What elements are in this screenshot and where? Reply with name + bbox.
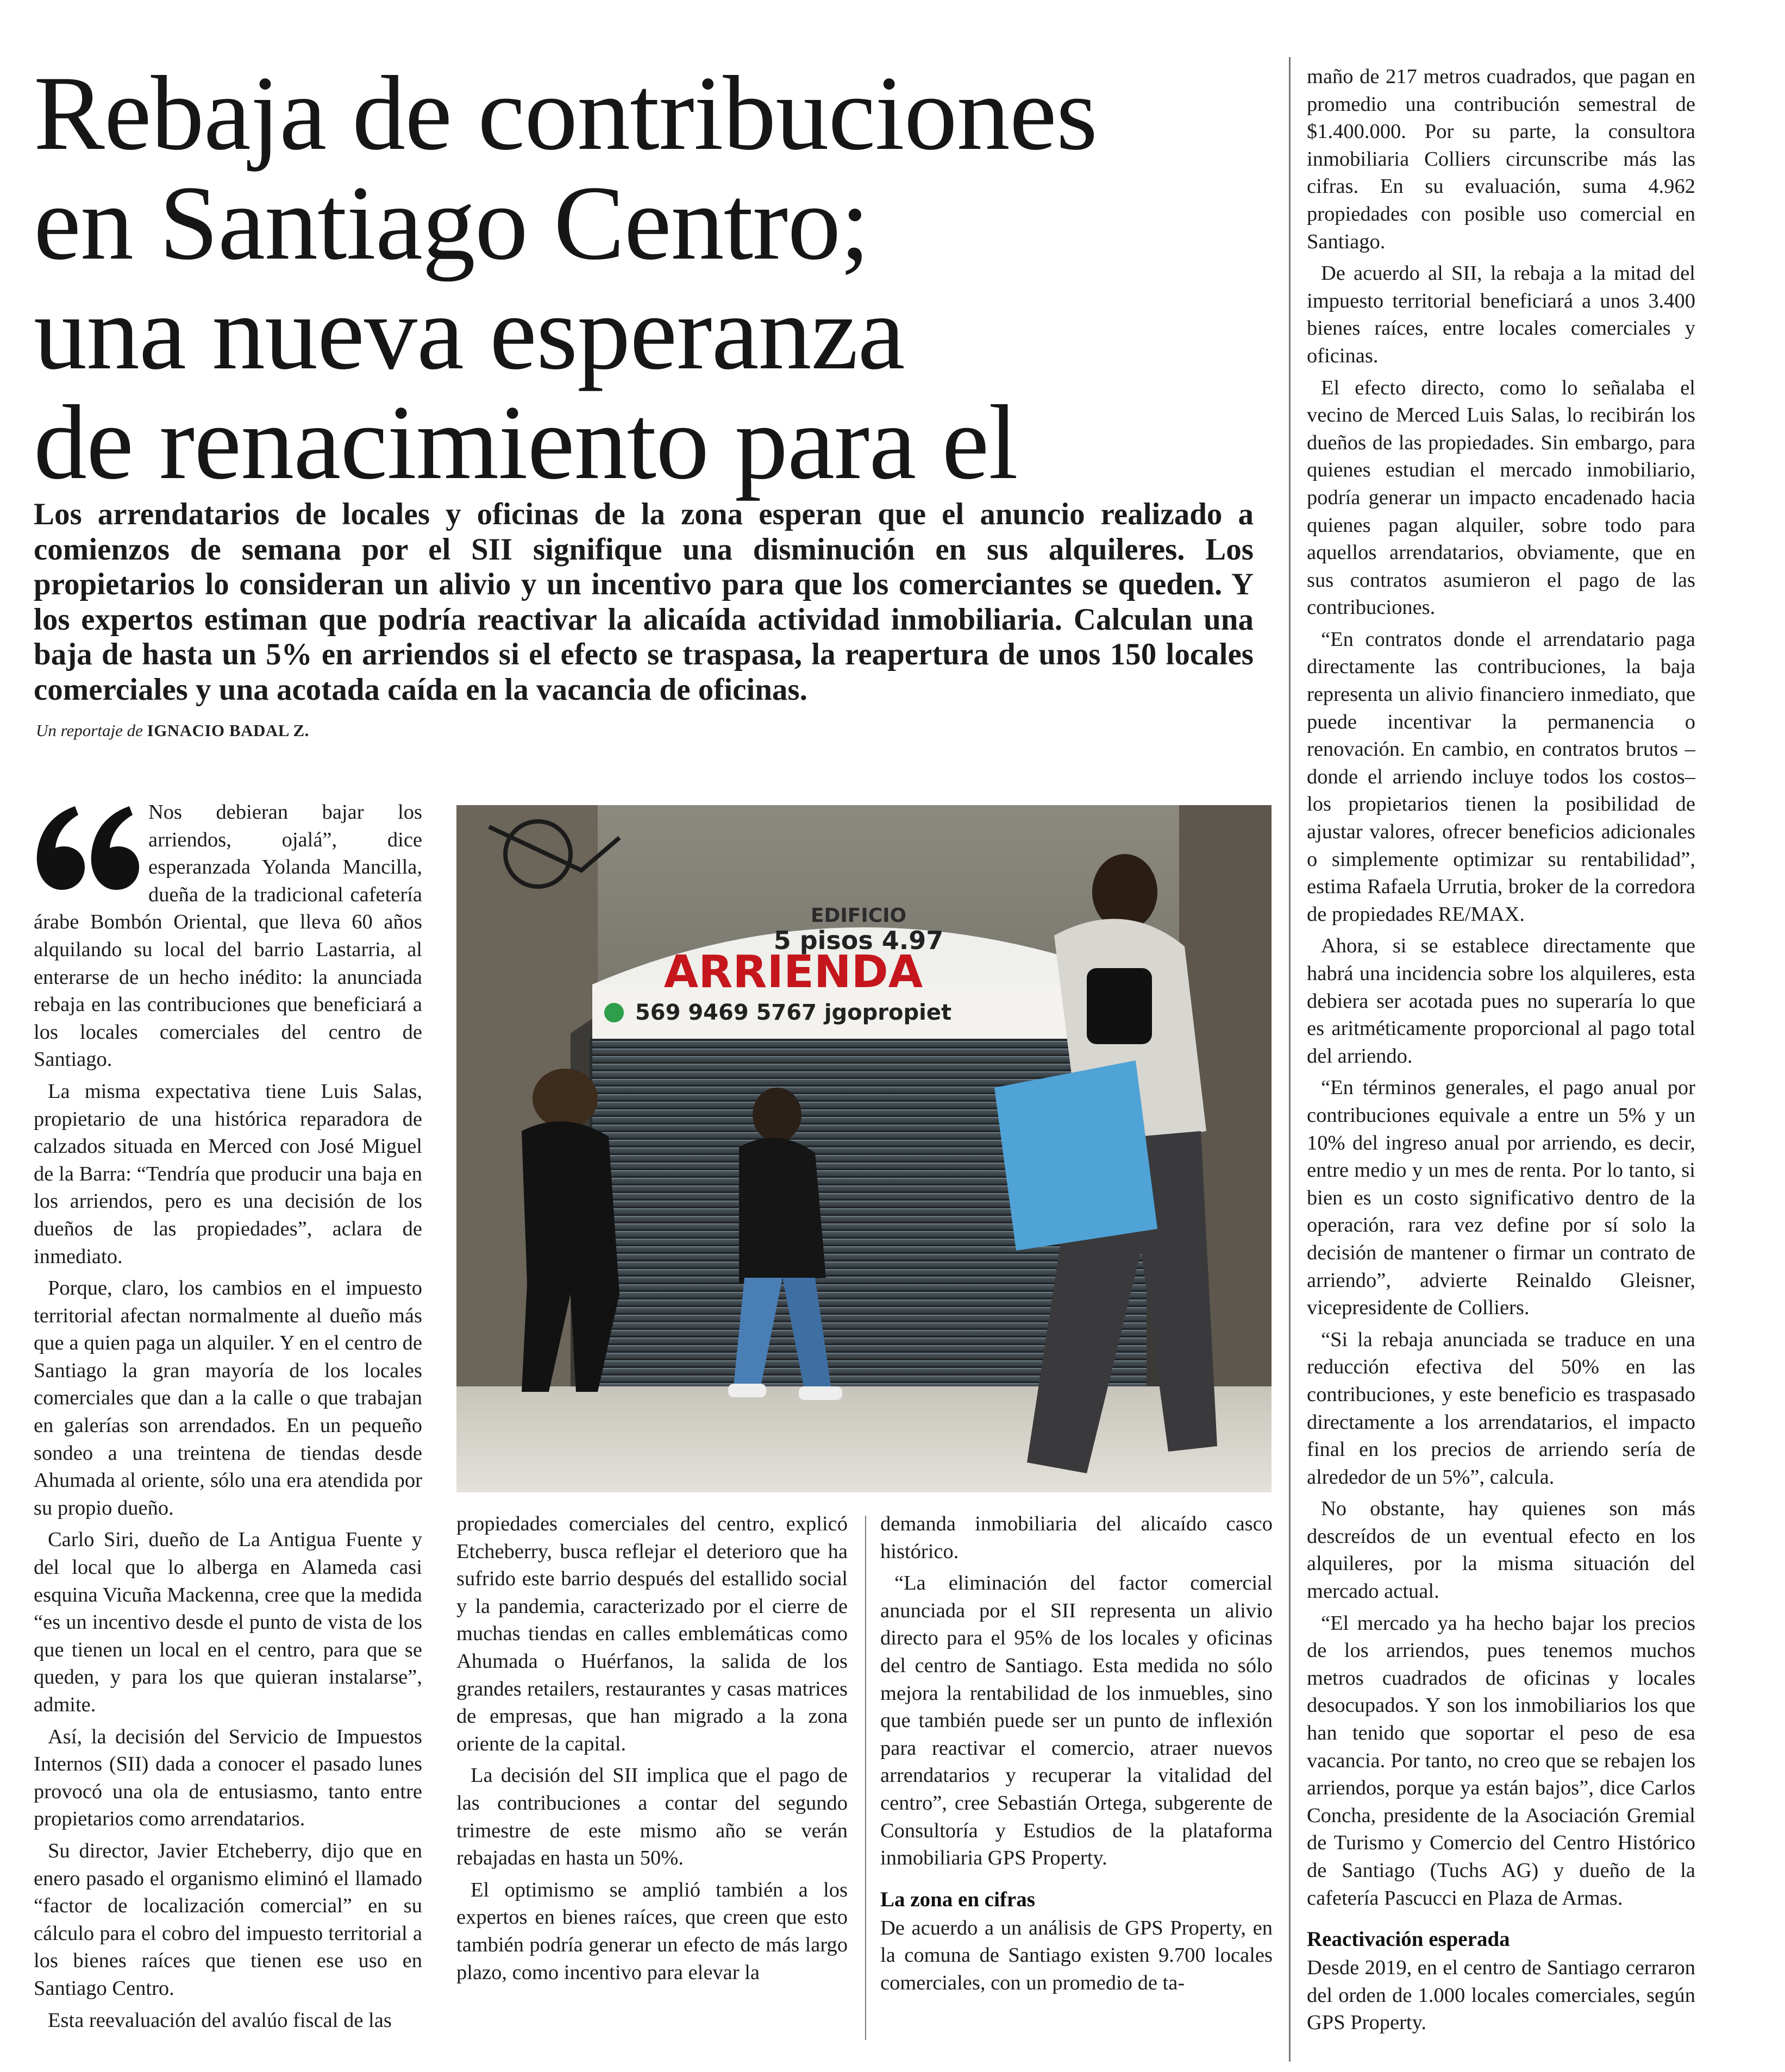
paragraph: El efecto directo, como lo señalaba el vecino de Merced Luis Salas, lo recibirán los dueños de las propiedades. Sin embargo, para quienes estudian el mercado inmobiliario, podría generar un impacto encadenado hacia quienes pagan alquiler, sobre todo para aquellos arrendatarios, obviamente, que en sus contratos asumieron el pago de las contribuciones. bbox=[1307, 376, 1695, 619]
headline-line: una nueva esperanza bbox=[34, 274, 905, 392]
byline-prefix: Un reportaje de bbox=[36, 721, 143, 740]
column-3 bbox=[880, 1510, 1273, 2048]
paragraph: Desde 2019, en el centro de Santiago cerraron del orden de 1.000 locales comerciales, según GPS Property. bbox=[1307, 1956, 1695, 2035]
paragraph: “La eliminación del factor comercial anunciada por el SII representa un alivio directo para el 95% de los locales y oficinas del centro de Santiago. Esta medida no sólo mejora la rentabilidad de los inmuebles, sino que también puede ser un punto de inflexión para reactivar el comercio, atraer nuevos arrendatarios y recuperar la vitalidad del centro”, cree Sebastián Ortega, subgerente de Consultoría y Estudios de la plataforma inmobiliaria GPS Property. bbox=[880, 1572, 1273, 1870]
subheading: La zona en cifras bbox=[880, 1887, 1035, 1911]
subheading: Reactivación esperada bbox=[1307, 1927, 1510, 1951]
paragraph: No obstante, hay quienes son más descreídos de un eventual efecto en los alquileres, por la misma situación del mercado actual. bbox=[1307, 1497, 1695, 1603]
column-1 bbox=[34, 799, 422, 2048]
paragraph: demanda inmobiliaria del alicaído casco histórico. bbox=[880, 1512, 1273, 1563]
lede: Los arrendatarios de locales y oficinas de la zona esperan que el anuncio realizado a comienzos de semana por el SII signifique una disminución en sus alquileres. Los propietarios lo consideran un alivio y un incentivo para que los comerciantes se queden. Y los expertos estiman que podría reactivar la alicaída actividad inmobiliaria. Calculan una baja de hasta un 5% en arriendos si el efecto se traspasa, la reapertura de unos 150 locales comerciales y una acotada caída en la vacancia de oficinas. bbox=[34, 497, 1254, 707]
sign-text: 569 9469 5767 jgopropiet bbox=[635, 1000, 952, 1025]
paragraph: Esta reevaluación del avalúo fiscal de las bbox=[48, 2008, 392, 2032]
paragraph: De acuerdo a un análisis de GPS Property, en la comuna de Santiago existen 9.700 locales comerciales, con un promedio de ta- bbox=[880, 1916, 1273, 1994]
paragraph: Ahora, si se establece directamente que habrá una incidencia sobre los alquileres, esta debiera ser acotada pues no superaría lo que es aritméticamente proporcional al pago total del arriendo. bbox=[1307, 934, 1695, 1068]
paragraph: De acuerdo al SII, la rebaja a la mitad del impuesto territorial beneficiará a unos 3.400 bienes raíces, entre locales comerciales y oficinas. bbox=[1307, 262, 1695, 367]
column-2 bbox=[456, 1510, 848, 2048]
headline bbox=[34, 54, 1262, 501]
paragraph: “En contratos donde el arrendatario paga directamente las contribuciones, la baja representa un alivio financiero inmediato, que puede incentivar la permanencia o renovación. En cambio, en contratos brutos –donde el arriendo incluye todos los costos– los propietarios tienen la posibilidad de ajustar valores, ofrecer beneficios adicionales o simplemente optimizar su rentabilidad”, estima Rafaela Urrutia, broker de la corredora de propiedades RE/MAX. bbox=[1307, 627, 1695, 926]
sign-text: 5 pisos 4.97 bbox=[773, 926, 944, 955]
paragraph: “Si la rebaja anunciada se traduce en una reducción efectiva del 50% en las contribuciones, y este beneficio es traspasado directamente a los arrendatarios, el impacto final en los precios de arriendo sería de alrededor de un 5%”, calcula. bbox=[1307, 1328, 1695, 1489]
paragraph: maño de 217 metros cuadrados, que pagan en promedio una contribución semestral de $1.400.000. Por su parte, la consultora inmobiliaria Colliers circunscribe más las cifras. En su evaluación, suma 4.962 propiedades con posible uso comercial en Santiago. bbox=[1307, 65, 1695, 253]
paragraph: Así, la decisión del Servicio de Impuestos Internos (SII) dada a conocer el pasado lunes provocó una ola de entusiasmo, tanto entre propietarios como arrendatarios. bbox=[34, 1725, 422, 1831]
street-photo bbox=[456, 805, 1272, 1492]
sign-text: EDIFICIO bbox=[810, 905, 907, 927]
paragraph: Carlo Siri, dueño de La Antigua Fuente y del local que lo alberga en Alameda casi esquina Vicuña Mackenna, cree que la medida “es un incentivo desde el punto de vista de los que tienen un local en el centro, para que se queden, y para los que quieran instalarse”, admite. bbox=[34, 1528, 422, 1716]
paragraph: “En términos generales, el pago anual por contribuciones equivale a entre un 5% y un 10% del ingreso anual por arriendo, es decir, entre medio y un mes de renta. Por lo tanto, si bien es un costo significativo dentro de la operación, rara vez define por sí solo la decisión de mantener o firmar un contrato de arriendo”, advierte Reinaldo Gleisner, vicepresidente de Colliers. bbox=[1307, 1076, 1695, 1320]
paragraph: “El mercado ya ha hecho bajar los precios de los arriendos, pues tenemos muchos metros cuadrados de oficinas y locales desocupados. Y son los inmobiliarios los que han tenido que soportar el peso de esa vacancia. Por tanto, no creo que se rebajen los arriendos, porque ya están bajos”, dice Carlos Concha, presidente de la Asociación Gremial de Turismo y Comercio del Centro Histórico de Santiago (Tuchs AG) y dueño de la cafetería Pascucci en Plaza de Armas. bbox=[1307, 1611, 1695, 1910]
paragraph: El optimismo se amplió también a los expertos en bienes raíces, que creen que esto también podría generar un efecto de más largo plazo, como incentivo para elevar la bbox=[456, 1878, 848, 1984]
paragraph: Porque, claro, los cambios en el impuesto territorial afectan normalmente al dueño más que a quien paga un alquiler. Y en el centro de Santiago la gran mayoría de los locales comerciales que dan a la calle o que trabajan en galerías son arrendados. En un pequeño sondeo a una treintena de tiendas desde Ahumada al oriente, sólo una era atendida por su propio dueño. bbox=[34, 1277, 422, 1520]
column-rule bbox=[1289, 57, 1291, 2062]
paragraph: La decisión del SII implica que el pago de las contribuciones a contar del segundo trimestre de este mismo año se verán rebajadas en hasta un 50%. bbox=[456, 1764, 848, 1870]
paragraph: Su director, Javier Etcheberry, dijo que en enero pasado el organismo eliminó el llamado “factor de localización comercial” en su cálculo para el cobro del impuesto territorial a los bienes raíces que tienen ese uso en Santiago Centro. bbox=[34, 1839, 422, 2000]
paragraph: La misma expectativa tiene Luis Salas, propietario de una histórica reparadora de calzados situada en Merced con José Miguel de la Barra: “Tendría que producir una baja en los arriendos, pero es una decisión de los dueños de las propiedades”, aclara de inmediato. bbox=[34, 1079, 422, 1268]
byline bbox=[36, 720, 309, 742]
headline-line: en Santiago Centro; bbox=[34, 164, 869, 282]
quote-mark-icon bbox=[34, 803, 143, 893]
byline-author: IGNACIO BADAL Z. bbox=[147, 721, 309, 740]
paragraph: propiedades comerciales del centro, explicó Etcheberry, busca reflejar el deterioro que ha sufrido este barrio después del estallido social y la pandemia, caracterizado por el cierre de muchas tiendas en calles emblemáticas como Ahumada o Huérfanos, la salida de los grandes retailers, restaurantes y casas matrices de empresas, que han migrado a la zona oriente de la capital. bbox=[456, 1512, 848, 1755]
paragraph: Nos debieran bajar los arriendos, ojalá”, dice esperanzada Yolanda Mancilla, dueña de la tradicional cafetería árabe Bombón Oriental, que lleva 60 años alquilando su local del barrio Lastarria, al enterarse de un hecho inédito: la anunciada rebaja en las contribuciones que beneficiará a los locales comerciales del centro de Santiago. bbox=[34, 801, 422, 1071]
column-4 bbox=[1307, 63, 1695, 2051]
sign-text: ARRIENDA bbox=[663, 946, 923, 998]
photo-image bbox=[456, 805, 1272, 1492]
headline-line: de renacimiento para el bbox=[34, 384, 1018, 501]
headline-line: Rebaja de contribuciones bbox=[34, 54, 1098, 172]
phone-icon bbox=[604, 1003, 624, 1022]
column-rule bbox=[865, 1516, 866, 2040]
